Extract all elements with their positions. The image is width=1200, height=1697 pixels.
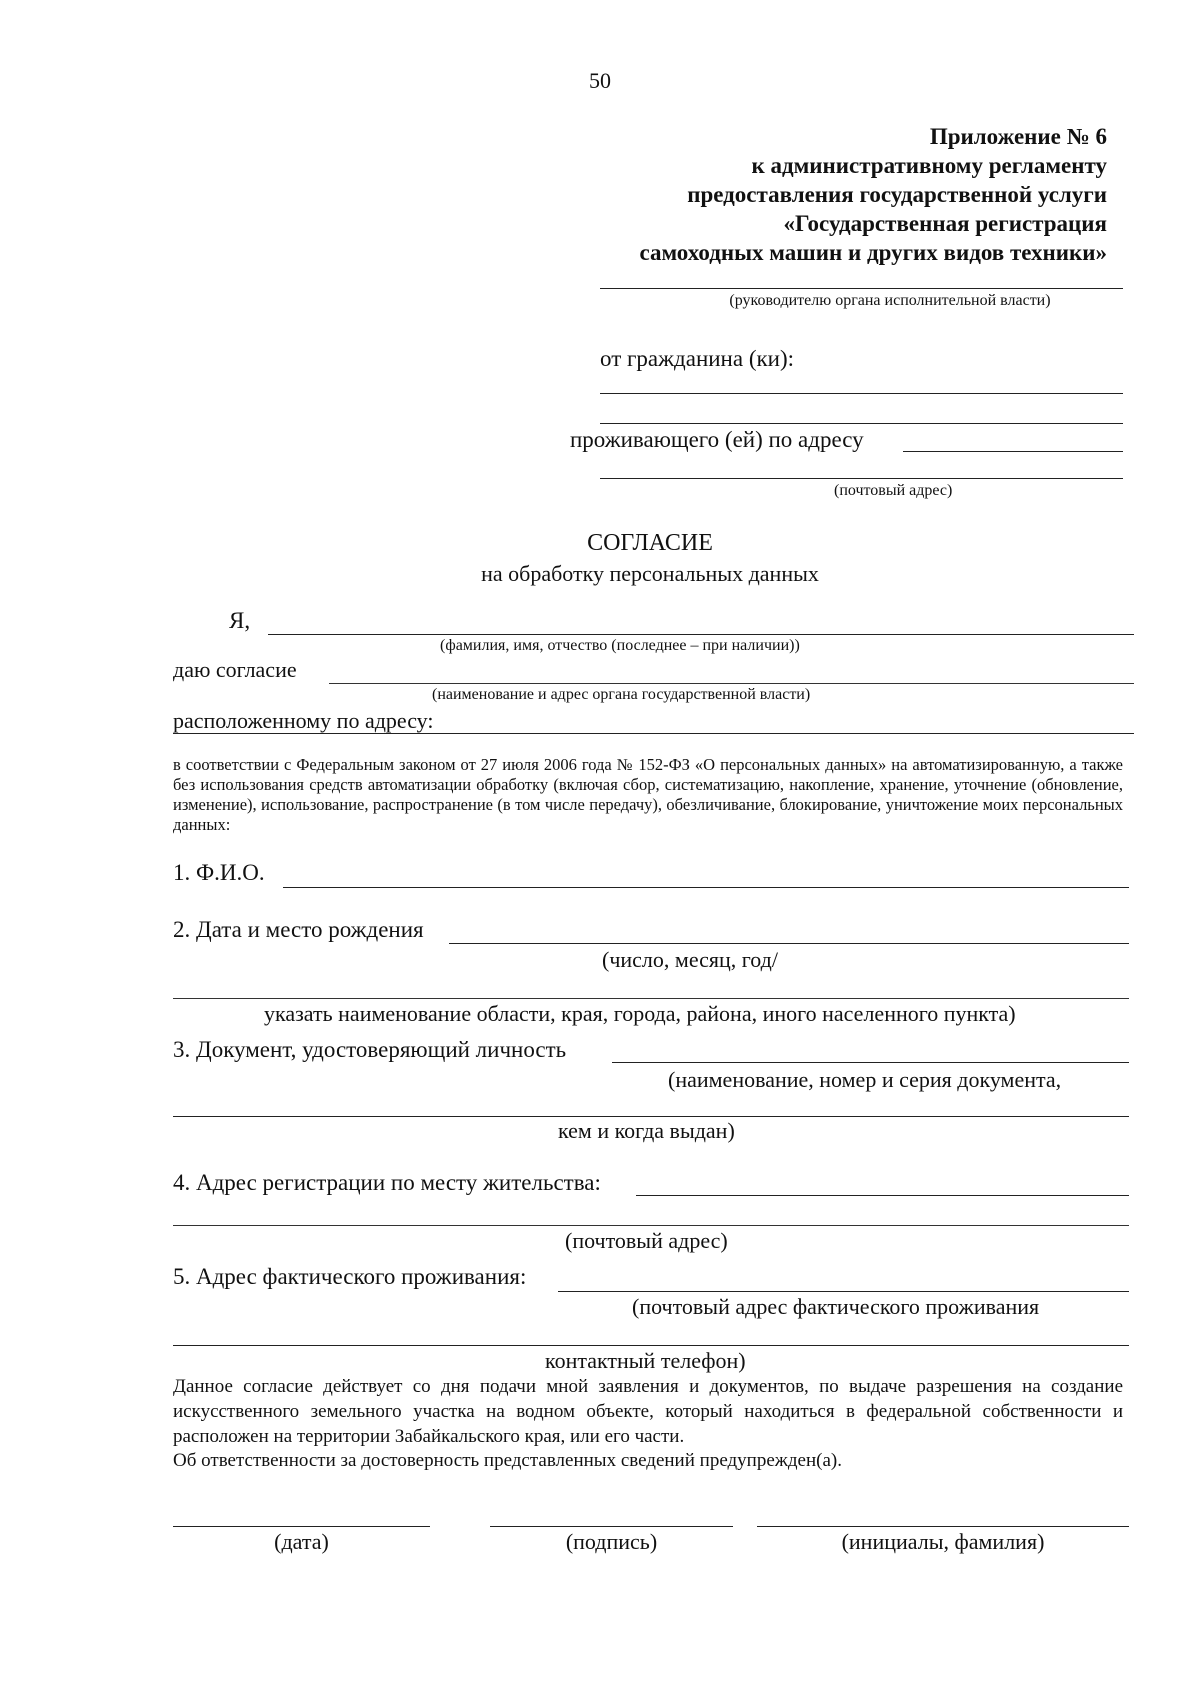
org-line[interactable] [329,683,1134,684]
appendix-line-4: «Государственная регистрация [783,211,1107,236]
addressee-head-line[interactable] [600,288,1123,289]
field-1-label: 1. Ф.И.О. [173,860,265,885]
date-line[interactable] [173,1526,430,1527]
appendix-line-2: к административному регламенту [751,153,1107,178]
i-label: Я, [229,608,251,633]
field-4-line-2[interactable] [173,1225,1129,1226]
appendix-line-3: предоставления государственной услуги [687,182,1107,207]
field-2-caption-2: указать наименование области, края, города, района, иного населенного пункта) [264,1001,1016,1026]
citizen-name-line-2[interactable] [600,423,1123,424]
field-2-caption-1: (число, месяц, год/ [602,947,778,972]
field-2-line-1[interactable] [449,943,1129,944]
field-1-line[interactable] [283,887,1129,888]
fio-line[interactable] [268,634,1134,635]
field-5-caption-2: контактный телефон) [545,1348,746,1373]
fio-caption: (фамилия, имя, отчество (последнее – при наличии)) [440,637,800,654]
give-consent-label: даю согласие [173,657,297,682]
located-at-label: расположенному по адресу: [173,708,434,733]
field-2-label: 2. Дата и место рождения [173,917,424,942]
name-line[interactable] [757,1526,1129,1527]
addressee-head-caption: (руководителю органа исполнительной власти) [729,292,1051,309]
field-4-line-1[interactable] [636,1195,1129,1196]
field-4-caption: (почтовый адрес) [565,1228,728,1253]
residing-address-line-2[interactable] [600,478,1123,479]
appendix-number: Приложение № 6 [929,124,1107,149]
field-3-caption-1: (наименование, номер и серия документа, [668,1067,1062,1092]
field-3-caption-2: кем и когда выдан) [558,1118,735,1143]
liability-statement: Об ответственности за достоверность представленных сведений предупрежден(а). [173,1450,842,1471]
legal-basis-paragraph: в соответствии с Федеральным законом от 27 июля 2006 года № 152-ФЗ «О персональных данных» на автоматизированную, а также без использования средств автоматизации обработку (включая сбор, систематизацию, накопление, хранение, уточнение (обновление, изменение), использование, распространение (в том числе передачу), обезличивание, блокирование, уничтожение моих персональных данных: [173,755,1123,834]
field-3-line-1[interactable] [612,1062,1129,1063]
postal-address-caption: (почтовый адрес) [834,482,953,499]
signature-line[interactable] [490,1526,733,1527]
validity-paragraph: Данное согласие действует со дня подачи мной заявления и документов, по выдаче разрешения на создание искусственного земельного участка на водном объекте, который находиться в федеральной собственности и расположен на территории Забайкальского края, или его части. [173,1376,1123,1447]
field-5-label: 5. Адрес фактического проживания: [173,1264,527,1289]
initials-surname-caption: (инициалы, фамилия) [841,1529,1045,1554]
citizen-name-line-1[interactable] [600,393,1123,394]
from-citizen-label: от гражданина (ки): [600,346,795,371]
field-3-label: 3. Документ, удостоверяющий личность [173,1037,567,1062]
field-2-line-2[interactable] [173,998,1129,999]
date-caption: (дата) [274,1529,329,1554]
field-3-line-2[interactable] [173,1116,1129,1117]
page-number: 50 [589,68,611,93]
org-caption: (наименование и адрес органа государственной власти) [432,686,811,703]
document-subtitle: на обработку персональных данных [481,561,819,586]
residing-address-line-1[interactable] [903,451,1123,452]
field-4-label: 4. Адрес регистрации по месту жительства: [173,1170,601,1195]
field-5-line-1[interactable] [558,1291,1129,1292]
field-5-line-2[interactable] [173,1345,1129,1346]
signature-caption: (подпись) [565,1529,658,1554]
residing-address-label: проживающего (ей) по адресу [570,427,864,452]
field-5-caption-1: (почтовый адрес фактического проживания [632,1294,1040,1319]
appendix-line-5: самоходных машин и других видов техники» [639,240,1107,265]
document-title: СОГЛАСИЕ [587,530,713,556]
located-address-line[interactable] [173,733,1134,734]
